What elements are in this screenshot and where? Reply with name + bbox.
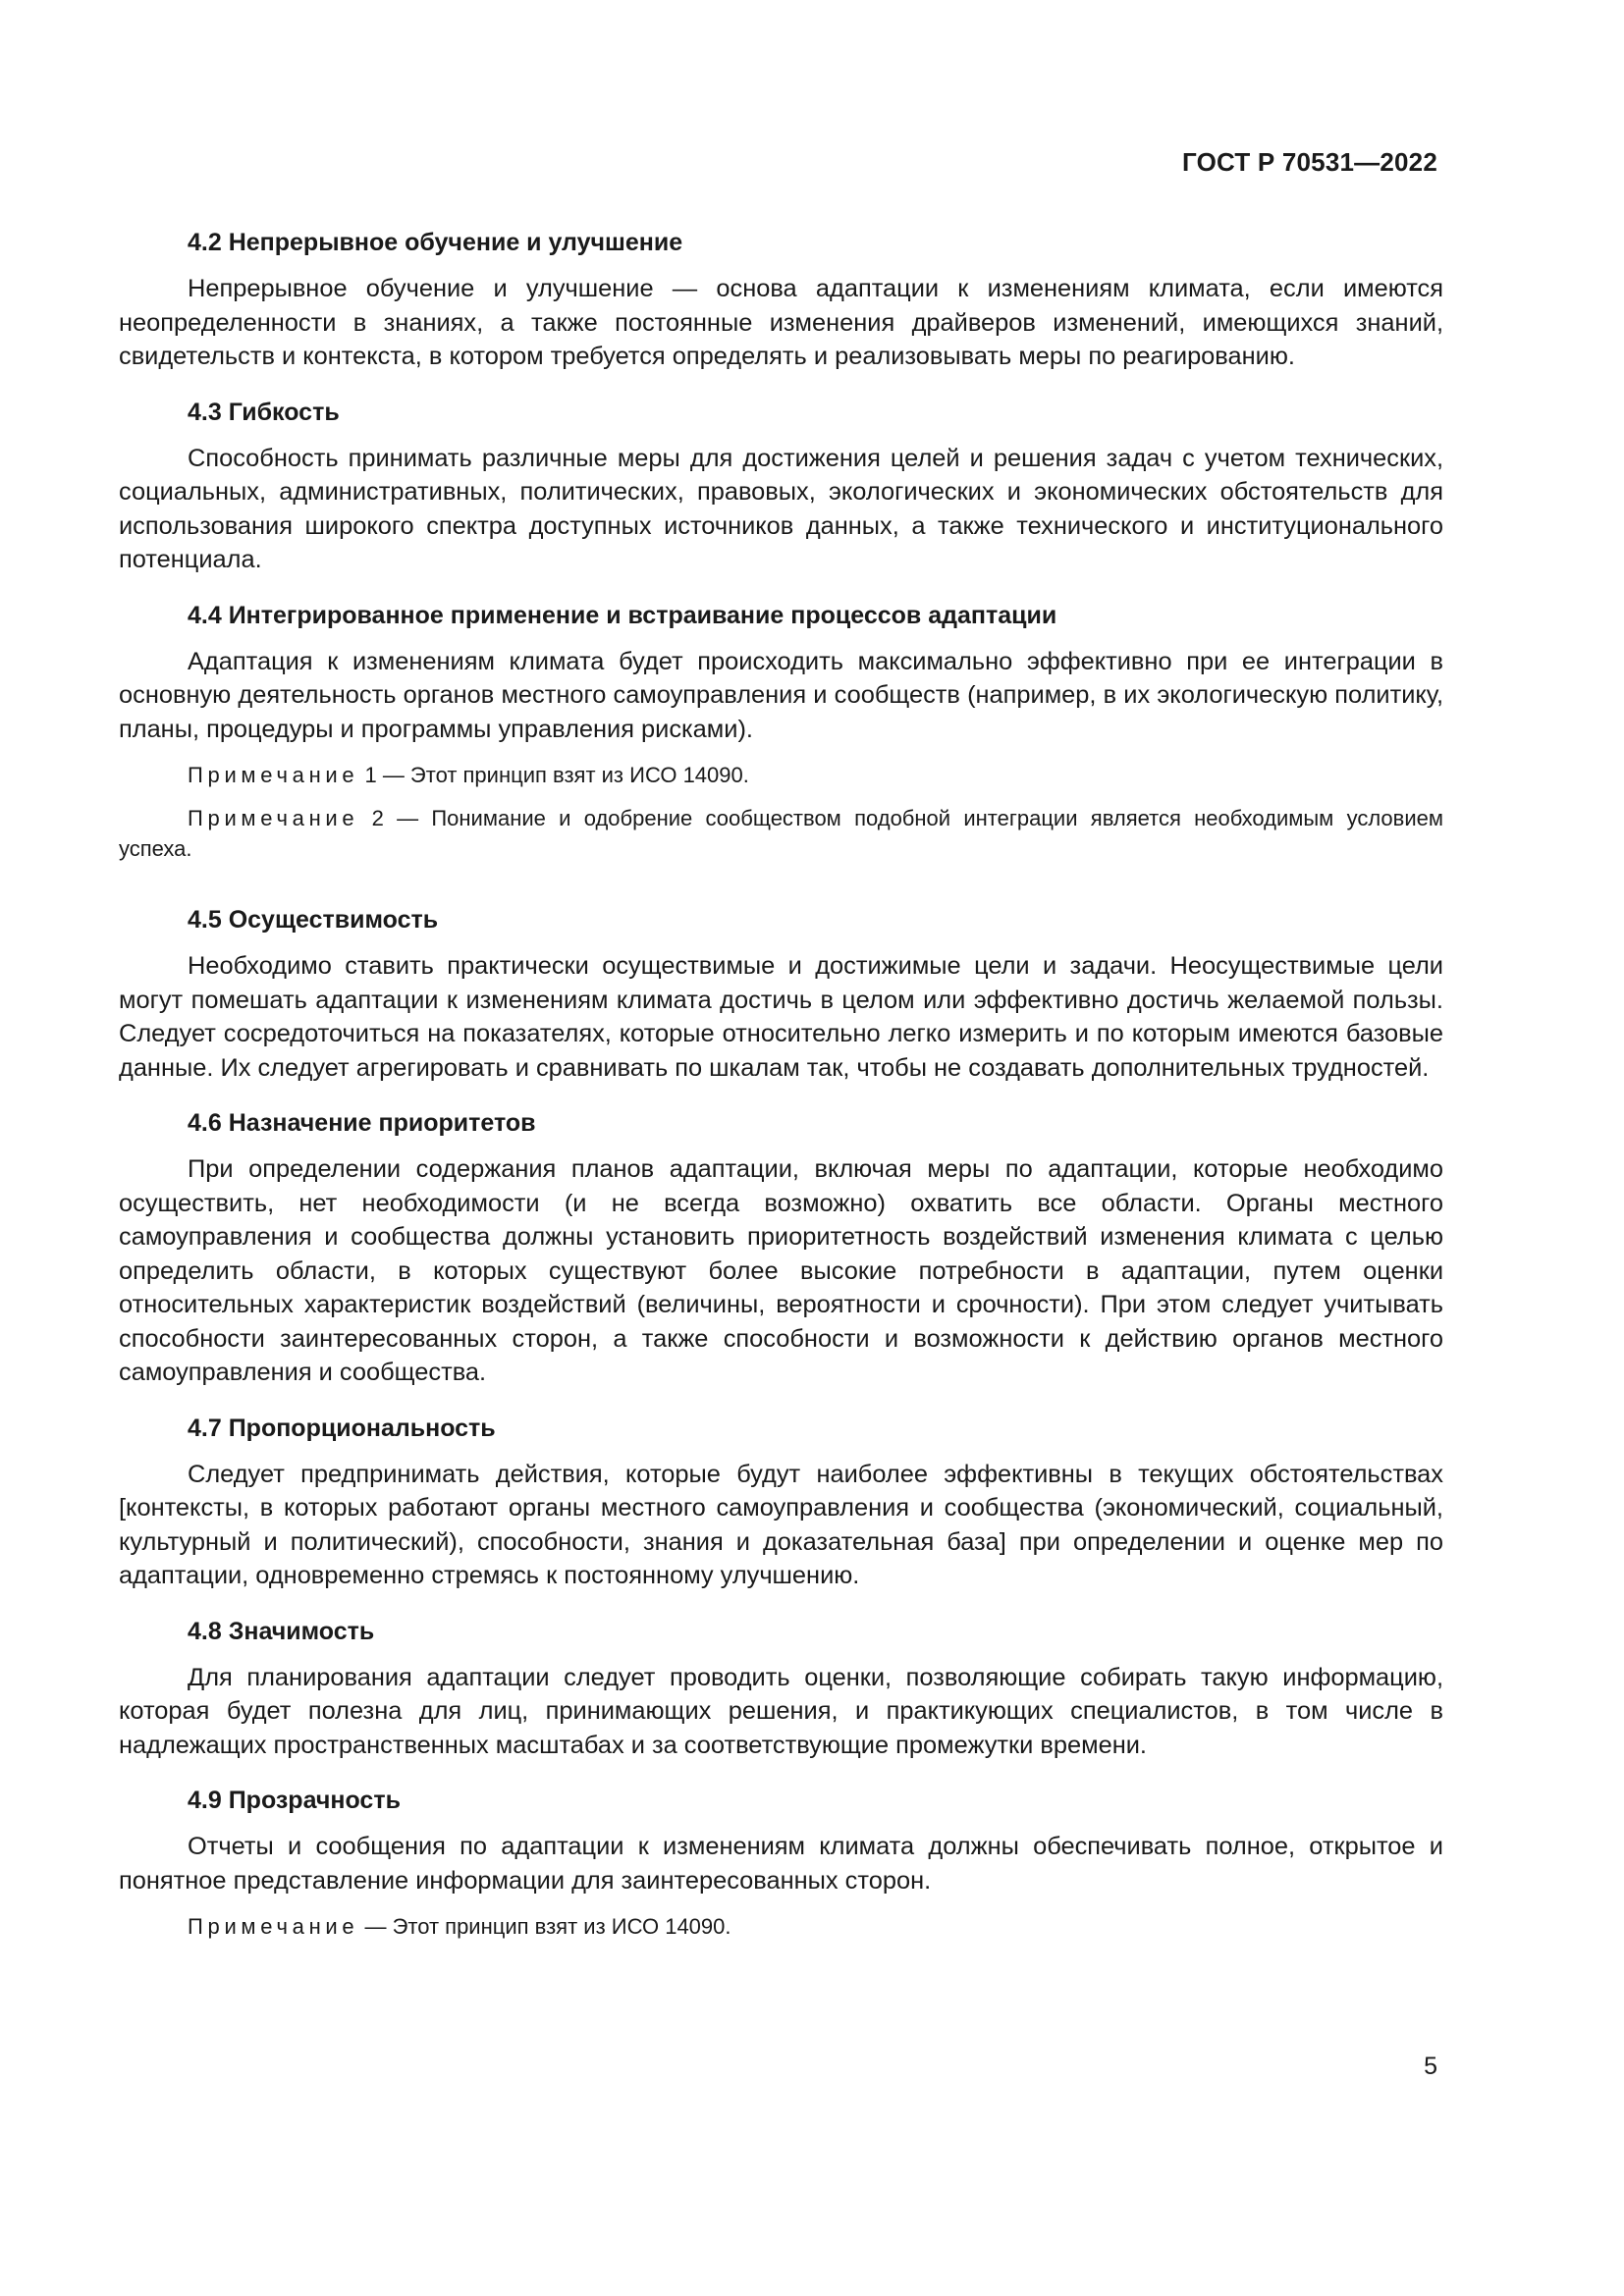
section-paragraph: Следует предпринимать действия, которые будут наиболее эффективны в текущих обстоятельствах [контексты, в которых работают органы местного самоуправления и сообщества (экономический, социальный, культурный и политический), способности, знания и доказательная база] при определении и оценке мер по адаптации, одновременно стремясь к постоянному улучшению.: [119, 1460, 1443, 1589]
section-4-2: [119, 226, 1443, 374]
section-4-3: [119, 396, 1443, 577]
note-number: 1: [358, 763, 377, 787]
section-paragraph: Непрерывное обучение и улучшение — основа адаптации к изменениям климата, если имеются неопределенности в знаниях, а также постоянные изменения драйверов изменений, имеющихся знаний, свидетельств и контекста, в котором требуется определять и реализовывать меры по реагированию.: [119, 275, 1443, 370]
note: [119, 1911, 1443, 1942]
section-title: 4.5 Осуществимость: [188, 906, 439, 934]
section-paragraph: Адаптация к изменениям климата будет происходить максимально эффективно при ее интеграции в основную деятельность органов местного самоуправления и сообществ (например, в их экологическую политику, планы, процедуры и программы управления рисками).: [119, 647, 1443, 743]
note-label: Примечание: [188, 1914, 359, 1939]
section-paragraph: Для планирования адаптации следует проводить оценки, позволяющие собирать такую информацию, которая будет полезна для лиц, принимающих решения, и практикующих специалистов, в том числе в надлежащих пространственных масштабах и за соответствующие промежутки времени.: [119, 1663, 1443, 1759]
section-title: 4.7 Пропорциональность: [188, 1414, 496, 1442]
section-4-8: [119, 1615, 1443, 1763]
note-number: 2: [358, 806, 384, 830]
page-number: 5: [1424, 2053, 1437, 2080]
section-paragraph: Способность принимать различные меры для достижения целей и решения задач с учетом технических, социальных, административных, политических, правовых, экологических и экономических обстоятельств для использования широкого спектра доступных источников данных, а также технического и институционального потенциала.: [119, 444, 1443, 573]
section-4-4: [119, 599, 1443, 865]
section-4-7: [119, 1412, 1443, 1593]
section-4-6: [119, 1106, 1443, 1390]
note-text: — Понимание и одобрение сообществом подобной интеграции является необходимым условием успеха.: [119, 806, 1443, 861]
note-text: — Этот принцип взят из ИСО 14090.: [358, 1914, 731, 1939]
note-label: Примечание: [188, 806, 359, 830]
section-paragraph: Необходимо ставить практически осуществимые и достижимые цели и задачи. Неосуществимые цели могут помешать адаптации к изменениям климата достичь в целом или эффективно достичь желаемой пользы. Следует сосредоточиться на показателях, которые относительно легко измерить и по которым имеются базовые данные. Их следует агрегировать и сравнивать по шкалам так, чтобы не создавать дополнительных трудностей.: [119, 952, 1443, 1082]
note-1: [119, 760, 1443, 790]
document-designation: ГОСТ Р 70531—2022: [1182, 147, 1437, 177]
document-body: [119, 226, 1443, 1954]
section-title: 4.2 Непрерывное обучение и улучшение: [188, 229, 683, 256]
section-title: 4.6 Назначение приоритетов: [188, 1109, 536, 1137]
note-text: — Этот принцип взят из ИСО 14090.: [376, 763, 749, 787]
section-title: 4.8 Значимость: [188, 1617, 375, 1645]
section-4-9: [119, 1784, 1443, 1942]
section-title: 4.9 Прозрачность: [188, 1787, 401, 1814]
section-title: 4.3 Гибкость: [188, 398, 340, 426]
note-2: [119, 803, 1443, 864]
section-paragraph: Отчеты и сообщения по адаптации к изменениям климата должны обеспечивать полное, открытое и понятное представление информации для заинтересованных сторон.: [119, 1833, 1443, 1895]
note-label: Примечание: [188, 763, 359, 787]
section-title: 4.4 Интегрированное применение и встраивание процессов адаптации: [188, 601, 1057, 629]
section-4-5: [119, 903, 1443, 1085]
section-paragraph: При определении содержания планов адаптации, включая меры по адаптации, которые необходимо осуществить, нет необходимости (и не всегда возможно) охватить все области. Органы местного самоуправления и сообщества должны установить приоритетность воздействий изменения климата с целью определить области, в которых существуют более высокие потребности в адаптации, путем оценки относительных характеристик воздействий (величины, вероятности и срочности). При этом следует учитывать способности заинтересованных сторон, а также способности и возможности к действию органов местного самоуправления и сообщества.: [119, 1155, 1443, 1386]
